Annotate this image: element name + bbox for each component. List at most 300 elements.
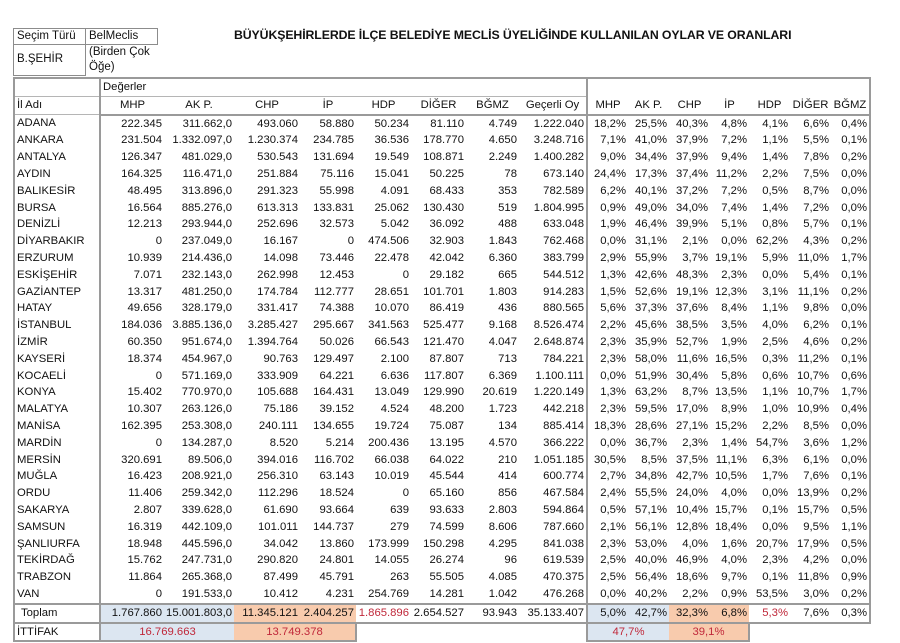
pct-cell: 1,9% <box>721 335 747 348</box>
vote-cell: 445.596,0 <box>181 537 232 550</box>
vote-cell: 291.323 <box>257 184 298 197</box>
province-name[interactable]: MALATYA <box>14 401 100 418</box>
vote-cell: 144.737 <box>313 520 354 533</box>
province-name[interactable]: BALIKESİR <box>14 183 100 200</box>
province-name[interactable]: KONYA <box>14 384 100 401</box>
vote-cell: 101.701 <box>423 285 464 298</box>
province-name[interactable]: DENİZLİ <box>14 216 100 233</box>
vote-cell: 366.222 <box>543 436 584 449</box>
vote-cell: 73.446 <box>319 251 354 264</box>
pct-cell: 12,3% <box>714 285 747 298</box>
vote-cell: 454.967,0 <box>181 352 232 365</box>
pct-cell: 5,6% <box>587 300 628 317</box>
province-name[interactable]: TRABZON <box>14 569 100 586</box>
vote-cell: 856 <box>498 487 517 500</box>
vote-cell: 200.436 <box>368 436 409 449</box>
vote-cell: 11.406 <box>128 487 162 500</box>
vote-cell: 86.419 <box>429 302 464 315</box>
pct-cell: 0,0% <box>831 452 870 469</box>
vote-cell: 50.026 <box>319 335 354 348</box>
pct-cell: 17,3% <box>634 167 667 180</box>
pct-cell: 40,0% <box>634 554 667 567</box>
pct-cell: 11,2% <box>797 352 829 365</box>
vote-cell: 112.296 <box>258 487 298 500</box>
vote-cell: 525.477 <box>423 319 464 332</box>
vote-cell: 1.803 <box>488 285 517 298</box>
table-row <box>14 183 870 200</box>
vote-cell: 240.111 <box>258 419 298 432</box>
vote-cell: 208.921,0 <box>181 470 232 483</box>
vote-cell: 164.325 <box>121 167 162 180</box>
vote-cell: 32.573 <box>319 218 354 231</box>
pct-cell: 1,5% <box>587 284 628 301</box>
spacer <box>356 623 587 642</box>
filter-value-dropdown[interactable]: (Birden Çok Öğe) <box>86 45 158 76</box>
table-row <box>14 468 870 485</box>
pct-cell: 2,2% <box>587 317 628 334</box>
vote-cell: 25.062 <box>374 201 409 214</box>
vote-cell: 353 <box>498 184 517 197</box>
vote-cell: 13.049 <box>374 386 409 399</box>
province-name[interactable]: KAYSERİ <box>14 351 100 368</box>
vote-cell: 134.655 <box>313 419 354 432</box>
vote-cell: 68.433 <box>429 184 464 197</box>
vote-cell: 7.071 <box>133 268 162 281</box>
province-name[interactable]: SAKARYA <box>14 502 100 519</box>
vote-cell: 713 <box>498 352 517 365</box>
vote-cell: 36.092 <box>429 218 464 231</box>
province-name[interactable]: ORDU <box>14 485 100 502</box>
pct-cell: 9,5% <box>803 520 829 533</box>
pct-cell: 1,3% <box>587 384 628 401</box>
vote-cell: 16.564 <box>127 201 162 214</box>
column-header-votes[interactable]: AK P. <box>164 96 234 114</box>
pct-cell: 0,6% <box>762 369 788 382</box>
table-row <box>14 519 870 536</box>
pct-cell: 57,1% <box>634 503 667 516</box>
vote-cell: 1.332.097,0 <box>172 134 232 147</box>
vote-cell: 594.864 <box>543 503 584 516</box>
column-header-votes[interactable]: Geçerli Oy <box>519 96 587 114</box>
filter-value-dropdown[interactable]: BelMeclis <box>86 29 158 45</box>
pct-cell: 0,9% <box>721 587 747 600</box>
pct-cell: 7,4% <box>721 201 747 214</box>
pct-cell: 46,4% <box>634 218 667 231</box>
vote-cell: 639 <box>390 503 409 516</box>
pct-cell: 1,4% <box>762 151 788 164</box>
table-row <box>14 166 870 183</box>
vote-cell: 0 <box>402 487 409 500</box>
vote-cell: 32.903 <box>429 235 464 248</box>
vote-cell: 8.606 <box>488 520 517 533</box>
vote-cell: 89.506,0 <box>188 453 232 466</box>
column-header-pct[interactable]: AK P. <box>628 96 669 114</box>
pct-cell: 16,5% <box>714 352 747 365</box>
vote-cell: 164.431 <box>313 386 354 399</box>
pct-cell: 8,9% <box>721 403 747 416</box>
vote-cell: 6.369 <box>488 369 517 382</box>
province-name[interactable]: İZMİR <box>14 334 100 351</box>
pct-cell: 7,8% <box>803 151 829 164</box>
pct-cell: 53,5% <box>755 587 788 600</box>
column-header-pct[interactable]: İP <box>710 96 749 114</box>
spacer <box>749 623 870 642</box>
table-row <box>14 334 870 351</box>
pct-cell: 52,6% <box>634 285 667 298</box>
pct-cell: 4,6% <box>803 335 829 348</box>
vote-cell: 4.749 <box>488 117 517 130</box>
pct-cell: 2,7% <box>587 468 628 485</box>
pct-cell: 24,4% <box>587 166 628 183</box>
vote-cell: 48.200 <box>429 403 464 416</box>
pct-cell: 0,1% <box>762 503 788 516</box>
province-name[interactable]: AYDIN <box>14 166 100 183</box>
pct-cell: 45,6% <box>634 319 667 332</box>
vote-cell: 2.249 <box>488 151 517 164</box>
pct-cell: 30,4% <box>675 369 708 382</box>
pct-cell: 2,9% <box>587 250 628 267</box>
pct-cell: 7,1% <box>587 132 628 149</box>
vote-cell: 12.453 <box>319 268 354 281</box>
province-name[interactable]: İSTANBUL <box>14 317 100 334</box>
column-header-votes[interactable]: İP <box>300 96 356 114</box>
pct-cell: 1,7% <box>831 384 870 401</box>
total-vote-cell: 2.654.527 <box>411 604 466 623</box>
province-name[interactable]: SAMSUN <box>14 519 100 536</box>
vote-cell: 133.831 <box>313 201 354 214</box>
values-header[interactable]: Değerler <box>100 78 587 96</box>
pct-cell: 3,0% <box>803 587 829 600</box>
pct-cell: 24,0% <box>675 487 708 500</box>
pct-cell: 11,2% <box>715 167 747 180</box>
pct-cell: 40,3% <box>675 117 708 130</box>
column-header-pct[interactable]: DİĞER <box>790 96 831 114</box>
pct-cell: 2,3% <box>587 334 628 351</box>
vote-cell: 34.042 <box>263 537 298 550</box>
vote-cell: 247.731,0 <box>181 554 232 567</box>
pct-cell: 0,2% <box>831 233 870 250</box>
pct-cell: 2,2% <box>682 587 708 600</box>
table-row <box>14 317 870 334</box>
vote-cell: 1.400.282 <box>533 151 584 164</box>
vote-cell: 333.909 <box>257 369 298 382</box>
column-header-votes[interactable]: CHP <box>234 96 300 114</box>
vote-cell: 116.471,0 <box>182 167 232 180</box>
pct-cell: 1,1% <box>762 302 788 315</box>
province-name[interactable]: VAN <box>14 586 100 604</box>
pct-cell: 59,5% <box>634 403 667 416</box>
table-row <box>14 536 870 553</box>
vote-cell: 234.785 <box>313 134 354 147</box>
pct-cell: 39,9% <box>675 218 708 231</box>
vote-cell: 262.998 <box>257 268 298 281</box>
pct-cell: 0,1% <box>831 267 870 284</box>
pct-cell: 6,1% <box>803 453 829 466</box>
vote-cell: 16.423 <box>127 470 162 483</box>
province-name[interactable]: MARDİN <box>14 435 100 452</box>
province-name[interactable]: ŞANLIURFA <box>14 536 100 553</box>
vote-cell: 2.100 <box>380 352 409 365</box>
province-name[interactable]: HATAY <box>14 300 100 317</box>
table-row <box>14 435 870 452</box>
pct-cell: 2,5% <box>762 335 788 348</box>
total-pct-cell: 42,7% <box>628 604 669 623</box>
vote-cell: 673.140 <box>543 167 584 180</box>
pct-cell: 31,1% <box>634 235 667 248</box>
vote-cell: 237.049,0 <box>181 235 232 248</box>
vote-cell: 787.660 <box>543 520 584 533</box>
vote-cell: 263 <box>390 571 409 584</box>
pct-cell: 3,7% <box>682 251 708 264</box>
pct-cell: 0,5% <box>587 502 628 519</box>
table-row <box>14 552 870 569</box>
pct-cell: 11,0% <box>797 251 829 264</box>
vote-cell: 116.702 <box>314 453 354 466</box>
vote-cell: 4.570 <box>488 436 517 449</box>
vote-cell: 66.038 <box>374 453 409 466</box>
column-header-votes[interactable]: BĞMZ <box>466 96 519 114</box>
table-row <box>14 216 870 233</box>
total-vote-cell: 1.865.896 <box>356 604 411 623</box>
total-vote-cell: 1.767.860 <box>100 604 164 623</box>
pct-cell: 4,0% <box>762 319 788 332</box>
pct-cell: 1,7% <box>762 470 788 483</box>
pct-cell: 10,9% <box>796 403 829 416</box>
pct-cell: 7,2% <box>721 134 747 147</box>
pct-cell: 11,8% <box>797 571 829 584</box>
total-pct-cell: 7,6% <box>790 604 831 623</box>
column-header-pct[interactable]: BĞMZ <box>831 96 870 114</box>
vote-cell: 231.504 <box>121 134 162 147</box>
pct-cell: 1,7% <box>831 250 870 267</box>
pct-cell: 37,3% <box>634 302 667 315</box>
total-pct-cell: 0,3% <box>831 604 870 623</box>
vote-cell: 279 <box>390 520 409 533</box>
pct-cell: 0,2% <box>831 334 870 351</box>
vote-cell: 81.110 <box>430 117 464 130</box>
province-name[interactable]: BURSA <box>14 200 100 217</box>
vote-cell: 1.222.040 <box>533 117 584 130</box>
pct-cell: 4,0% <box>721 554 747 567</box>
total-vote-cell: 35.133.407 <box>519 604 587 623</box>
vote-cell: 93.664 <box>319 503 354 516</box>
province-name[interactable]: ANTALYA <box>14 149 100 166</box>
alliance-a-votes: 16.769.663 <box>100 623 234 642</box>
vote-cell: 18.948 <box>127 537 162 550</box>
pct-cell: 53,0% <box>634 537 667 550</box>
column-header-pct[interactable]: MHP <box>587 96 628 114</box>
vote-cell: 10.412 <box>263 587 298 600</box>
vote-cell: 470.375 <box>543 571 584 584</box>
alliance-row <box>14 623 870 642</box>
vote-cell: 476.268 <box>543 587 584 600</box>
pct-cell: 3,1% <box>762 285 788 298</box>
province-name[interactable]: ERZURUM <box>14 250 100 267</box>
pct-cell: 0,0% <box>831 418 870 435</box>
vote-cell: 121.470 <box>423 335 464 348</box>
pct-cell: 54,7% <box>755 436 788 449</box>
vote-cell: 6.360 <box>488 251 517 264</box>
vote-cell: 4.650 <box>488 134 517 147</box>
vote-cell: 24.801 <box>319 554 354 567</box>
province-name[interactable]: MANİSA <box>14 418 100 435</box>
table-row <box>14 351 870 368</box>
column-header-pct[interactable]: HDP <box>749 96 790 114</box>
vote-cell: 130.430 <box>423 201 464 214</box>
vote-cell: 328.179,0 <box>181 302 232 315</box>
pct-cell: 0,5% <box>831 502 870 519</box>
pct-cell: 1,1% <box>762 386 788 399</box>
pct-cell: 15,7% <box>714 503 747 516</box>
vote-cell: 841.038 <box>543 537 584 550</box>
pct-cell: 11,1% <box>797 285 829 298</box>
table-row <box>14 284 870 301</box>
pct-cell: 0,0% <box>587 368 628 385</box>
vote-cell: 58.880 <box>319 117 354 130</box>
pct-cell: 30,5% <box>587 452 628 469</box>
pct-cell: 0,0% <box>831 300 870 317</box>
vote-cell: 5.042 <box>380 218 409 231</box>
vote-cell: 178.770 <box>423 134 464 147</box>
pct-cell: 1,2% <box>831 435 870 452</box>
total-label: Toplam <box>14 604 100 623</box>
vote-cell: 50.234 <box>374 117 409 130</box>
pct-cell: 0,6% <box>831 368 870 385</box>
vote-cell: 488 <box>498 218 517 231</box>
vote-cell: 222.345 <box>121 117 162 130</box>
pct-cell: 2,3% <box>682 436 708 449</box>
pct-cell: 5,5% <box>803 134 829 147</box>
vote-cell: 4.047 <box>488 335 517 348</box>
pct-cell: 0,0% <box>762 520 788 533</box>
table-row <box>14 267 870 284</box>
pct-cell: 7,2% <box>803 201 829 214</box>
pct-cell: 52,7% <box>675 335 708 348</box>
pct-cell: 20,7% <box>755 537 788 550</box>
pct-cell: 2,4% <box>587 485 628 502</box>
pct-cell: 27,1% <box>675 419 708 432</box>
pct-cell: 0,1% <box>762 571 788 584</box>
pct-cell: 36,7% <box>634 436 667 449</box>
vote-cell: 253.308,0 <box>181 419 232 432</box>
total-vote-cell: 11.345.121 <box>234 604 300 623</box>
table-row <box>14 300 870 317</box>
vote-cell: 295.667 <box>313 319 354 332</box>
pct-cell: 0,1% <box>831 216 870 233</box>
pct-cell: 6,6% <box>803 117 829 130</box>
header-row <box>14 78 870 96</box>
pct-cell: 0,0% <box>831 552 870 569</box>
vote-cell: 254.769 <box>368 587 409 600</box>
pct-cell: 10,7% <box>796 386 829 399</box>
table-row <box>14 569 870 586</box>
vote-cell: 4.524 <box>380 403 409 416</box>
pct-cell: 0,2% <box>831 485 870 502</box>
vote-cell: 341.563 <box>368 319 409 332</box>
pct-cell: 0,5% <box>762 184 788 197</box>
vote-cell: 770.970,0 <box>181 386 232 399</box>
vote-cell: 13.195 <box>429 436 464 449</box>
province-name[interactable]: MERSİN <box>14 452 100 469</box>
pct-cell: 2,3% <box>587 351 628 368</box>
filter-row <box>14 45 158 76</box>
province-name[interactable]: ESKİŞEHİR <box>14 267 100 284</box>
vote-cell: 1.042 <box>488 587 517 600</box>
vote-cell: 481.250,0 <box>181 285 232 298</box>
vote-cell: 15.762 <box>127 554 162 567</box>
pct-cell: 55,9% <box>634 251 667 264</box>
column-header-votes[interactable]: HDP <box>356 96 411 114</box>
vote-cell: 15.402 <box>127 386 162 399</box>
pct-cell: 18,4% <box>714 520 747 533</box>
column-header-votes[interactable]: MHP <box>100 96 164 114</box>
vote-cell: 50.225 <box>429 167 464 180</box>
vote-cell: 4.295 <box>488 537 517 550</box>
pct-cell: 42,7% <box>675 470 708 483</box>
province-name[interactable]: GAZİANTEP <box>14 284 100 301</box>
vote-cell: 0 <box>347 235 354 248</box>
filter-label: B.ŞEHİR <box>14 45 86 76</box>
vote-cell: 210 <box>498 453 517 466</box>
column-header-votes[interactable]: DİĞER <box>411 96 466 114</box>
vote-cell: 259.342,0 <box>181 487 232 500</box>
pct-cell: 1,3% <box>587 267 628 284</box>
vote-cell: 1.100.111 <box>535 369 584 382</box>
vote-cell: 19.724 <box>374 419 409 432</box>
vote-cell: 64.022 <box>429 453 464 466</box>
filter-row <box>14 29 158 45</box>
vote-cell: 29.182 <box>429 268 464 281</box>
alliance-b-pct: 39,1% <box>669 623 749 642</box>
province-name[interactable]: ADANA <box>14 115 100 133</box>
table-row <box>14 233 870 250</box>
vote-cell: 1.394.764 <box>247 335 298 348</box>
vote-cell: 55.998 <box>319 184 354 197</box>
pct-cell: 11,6% <box>676 352 708 365</box>
table-row <box>14 149 870 166</box>
alliance-a-pct: 47,7% <box>587 623 669 642</box>
column-header-il-adi[interactable]: İl Adı <box>14 96 100 114</box>
province-name[interactable]: MUĞLA <box>14 468 100 485</box>
pivot-filter-table <box>13 28 158 76</box>
pct-cell: 15,7% <box>796 503 829 516</box>
province-name[interactable]: TEKİRDAĞ <box>14 552 100 569</box>
pct-cell: 8,4% <box>721 302 747 315</box>
column-header-pct[interactable]: CHP <box>669 96 710 114</box>
vote-cell: 10.019 <box>374 470 409 483</box>
vote-cell: 256.310 <box>257 470 298 483</box>
table-row <box>14 401 870 418</box>
vote-cell: 571.169,0 <box>181 369 232 382</box>
province-name[interactable]: ANKARA <box>14 132 100 149</box>
vote-cell: 474.506 <box>368 235 409 248</box>
pct-cell: 8,5% <box>641 453 667 466</box>
pct-cell: 37,4% <box>675 167 708 180</box>
vote-cell: 87.499 <box>263 571 298 584</box>
vote-cell: 129.497 <box>313 352 354 365</box>
pct-cell: 4,8% <box>721 117 747 130</box>
province-name[interactable]: KOCAELİ <box>14 368 100 385</box>
pct-cell: 2,3% <box>587 401 628 418</box>
pct-cell: 5,7% <box>803 218 829 231</box>
vote-cell: 5.214 <box>325 436 354 449</box>
header-corner-cell <box>14 78 100 96</box>
pct-cell: 13,5% <box>714 386 747 399</box>
vote-cell: 12.213 <box>127 218 162 231</box>
province-name[interactable]: DİYARBAKIR <box>14 233 100 250</box>
pct-cell: 0,2% <box>831 284 870 301</box>
vote-cell: 18.524 <box>319 487 354 500</box>
